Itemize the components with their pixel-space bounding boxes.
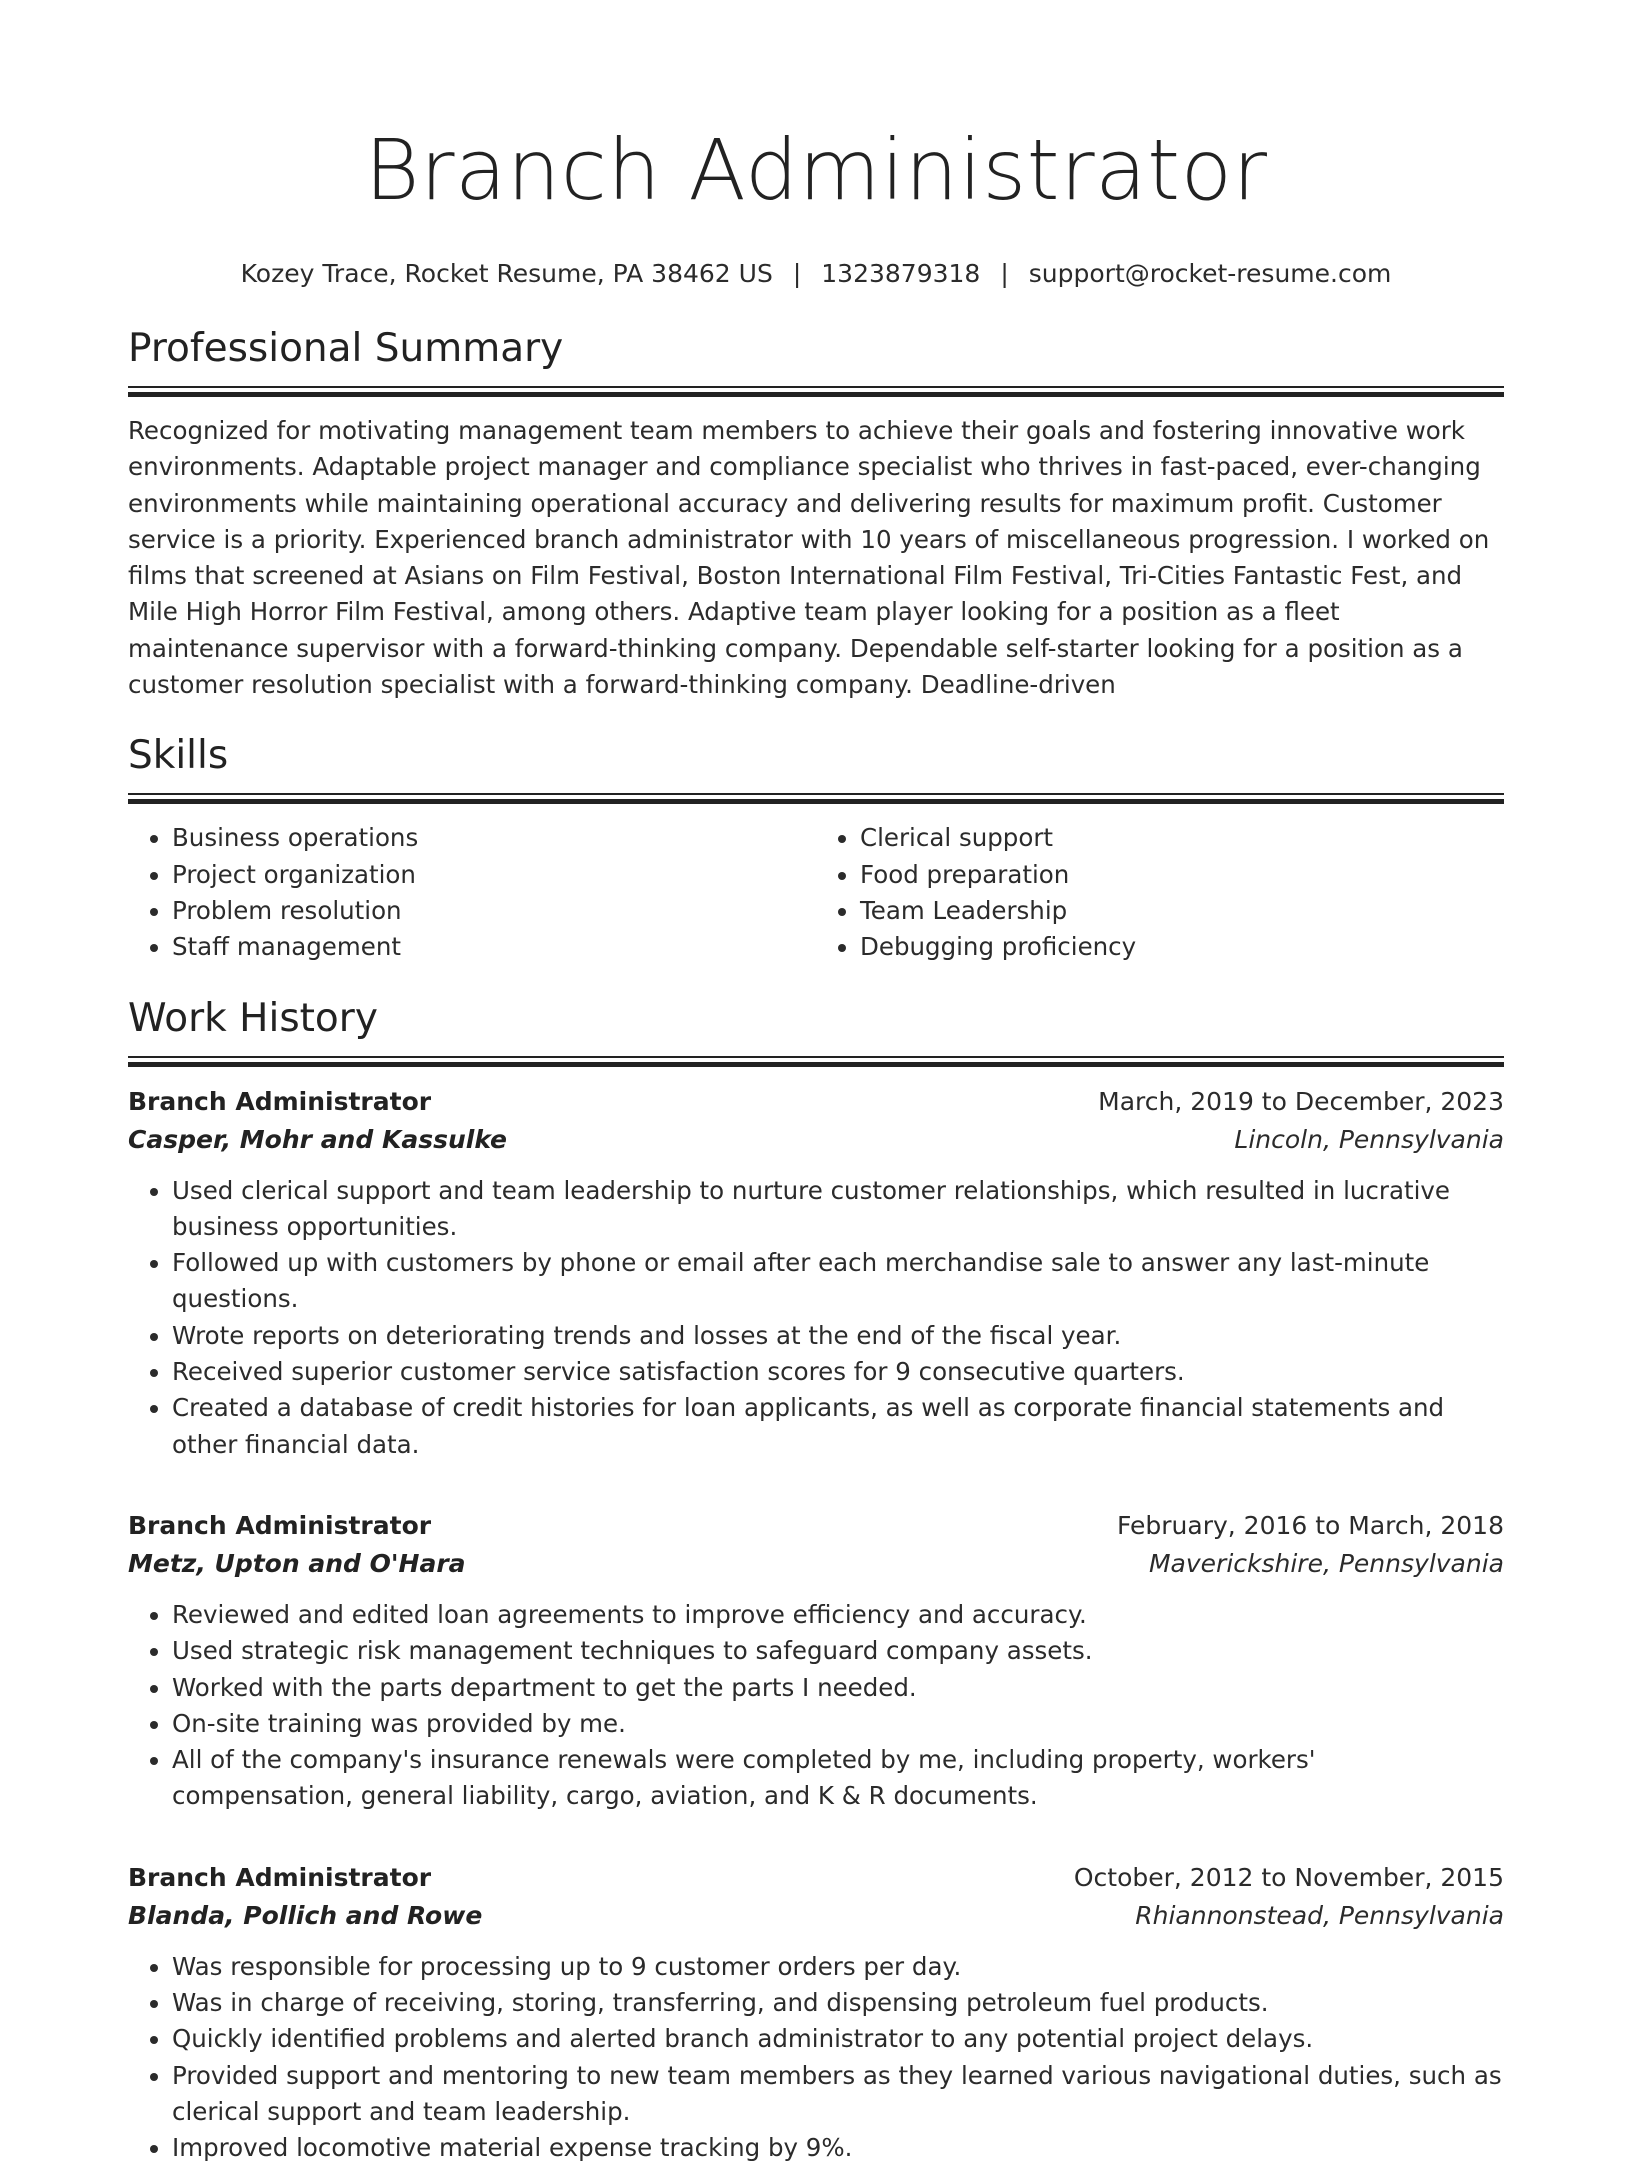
section-title-work-history: Work History bbox=[128, 995, 378, 1041]
job-title: Branch Administrator bbox=[128, 1862, 432, 1892]
skill-item: • Team Leadership bbox=[860, 893, 1504, 929]
job-bullets bbox=[128, 1949, 1504, 2167]
job-bullets bbox=[128, 1173, 1504, 1463]
job-bullet: • All of the company's insurance renewals were completed by me, including property, workers' compensation, general liability, cargo, aviation, and K & R documents. bbox=[172, 1742, 1504, 1815]
job-bullet: • Followed up with customers by phone or email after each merchandise sale to answer any last-minute questions. bbox=[172, 1245, 1504, 1318]
job-header-row bbox=[128, 1083, 1504, 1121]
job-bullet: • On-site training was provided by me. bbox=[172, 1706, 1504, 1742]
job-bullet: • Reviewed and edited loan agreements to improve efficiency and accuracy. bbox=[172, 1597, 1504, 1633]
section-divider bbox=[128, 793, 1504, 804]
job-title: Branch Administrator bbox=[128, 1510, 432, 1540]
job-header-row bbox=[128, 1507, 1504, 1545]
skill-item: • Food preparation bbox=[860, 857, 1504, 893]
job-company: Casper, Mohr and Kassulke bbox=[128, 1124, 508, 1154]
job-bullet: • Used strategic risk management techniques to safeguard company assets. bbox=[172, 1633, 1504, 1669]
job-company-row bbox=[128, 1545, 1504, 1583]
job-header-row bbox=[128, 1859, 1504, 1897]
resume-name: Branch Administrator bbox=[364, 121, 1268, 219]
job-bullet: • Wrote reports on deteriorating trends and losses at the end of the fiscal year. bbox=[172, 1318, 1504, 1354]
job-bullet: • Used clerical support and team leadership to nurture customer relationships, which resulted in lucrative business opportunities. bbox=[172, 1173, 1504, 1246]
section-title-skills: Skills bbox=[128, 733, 229, 779]
skill-item: • Project organization bbox=[172, 857, 816, 893]
job-bullet: • Worked with the parts department to get the parts I needed. bbox=[172, 1670, 1504, 1706]
job-company: Metz, Upton and O'Hara bbox=[128, 1548, 466, 1578]
job-bullet: • Was in charge of receiving, storing, transferring, and dispensing petroleum fuel products. bbox=[172, 1985, 1504, 2021]
job-entry bbox=[128, 1859, 1504, 2167]
job-company-row bbox=[128, 1897, 1504, 1935]
job-location: Lincoln, Pennsylvania bbox=[1234, 1124, 1504, 1154]
job-bullet: • Quickly identified problems and alerted branch administrator to any potential project delays. bbox=[172, 2021, 1504, 2057]
job-bullet: • Received superior customer service satisfaction scores for 9 consecutive quarters. bbox=[172, 1354, 1504, 1390]
skill-item: • Business operations bbox=[172, 820, 816, 856]
summary-text: Recognized for motivating management team members to achieve their goals and fostering innovative work environments. Adaptable project manager and compliance specialist who thrives in fast-paced, ever-changing environments while maintaining operational accuracy and delivering results for maximum profit. Customer service is a priority. Experienced branch administrator with 10 years of miscellaneous progression. I worked on films that screened at Asians on Film Festival, Boston International Film Festival, Tri-Cities Fantastic Fest, and Mile High Horror Film Festival, among others. Adaptive team player looking for a position as a fleet maintenance supervisor with a forward-thinking company. Dependable self-starter looking for a position as a customer resolution specialist with a forward-thinking company. Deadline-driven bbox=[128, 416, 1490, 700]
skill-item: • Clerical support bbox=[860, 820, 1504, 856]
section-divider bbox=[128, 1056, 1504, 1067]
skills-section bbox=[128, 733, 1504, 965]
job-dates: March, 2019 to December, 2023 bbox=[1098, 1086, 1504, 1116]
job-dates: February, 2016 to March, 2018 bbox=[1116, 1510, 1504, 1540]
contact-line bbox=[128, 258, 1504, 290]
job-bullet: • Provided support and mentoring to new team members as they learned various navigational duties, such as clerical support and team leadership. bbox=[172, 2058, 1504, 2131]
job-location: Rhiannonstead, Pennsylvania bbox=[1135, 1900, 1504, 1930]
job-entry bbox=[128, 1083, 1504, 1463]
contact-email: support@rocket-resume.com bbox=[1028, 259, 1392, 288]
contact-phone: 1323879318 bbox=[821, 259, 981, 288]
job-company: Blanda, Pollich and Rowe bbox=[128, 1900, 483, 1930]
job-bullet: • Improved locomotive material expense tracking by 9%. bbox=[172, 2130, 1504, 2166]
professional-summary-section bbox=[128, 326, 1504, 703]
job-company-row bbox=[128, 1121, 1504, 1159]
skill-item: • Debugging proficiency bbox=[860, 929, 1504, 965]
job-location: Maverickshire, Pennsylvania bbox=[1148, 1548, 1504, 1578]
contact-separator: | bbox=[792, 259, 802, 288]
contact-separator: | bbox=[1000, 259, 1009, 288]
job-dates: October, 2012 to November, 2015 bbox=[1073, 1862, 1504, 1892]
job-bullets bbox=[128, 1597, 1504, 1815]
skills-list-left bbox=[128, 820, 816, 965]
work-history-section bbox=[128, 996, 1504, 2167]
skill-item: • Problem resolution bbox=[172, 893, 816, 929]
skill-item: • Staff management bbox=[172, 929, 816, 965]
skills-columns bbox=[128, 820, 1504, 965]
section-divider bbox=[128, 386, 1504, 397]
section-title-summary: Professional Summary bbox=[128, 326, 564, 371]
job-title: Branch Administrator bbox=[128, 1086, 432, 1116]
job-entry bbox=[128, 1507, 1504, 1815]
skills-list-right bbox=[816, 820, 1504, 965]
job-bullet: • Was responsible for processing up to 9 customer orders per day. bbox=[172, 1949, 1504, 1985]
contact-address: Kozey Trace, Rocket Resume, PA 38462 US bbox=[240, 259, 773, 288]
job-bullet: • Created a database of credit histories for loan applicants, as well as corporate financial statements and other financial data. bbox=[172, 1390, 1504, 1463]
